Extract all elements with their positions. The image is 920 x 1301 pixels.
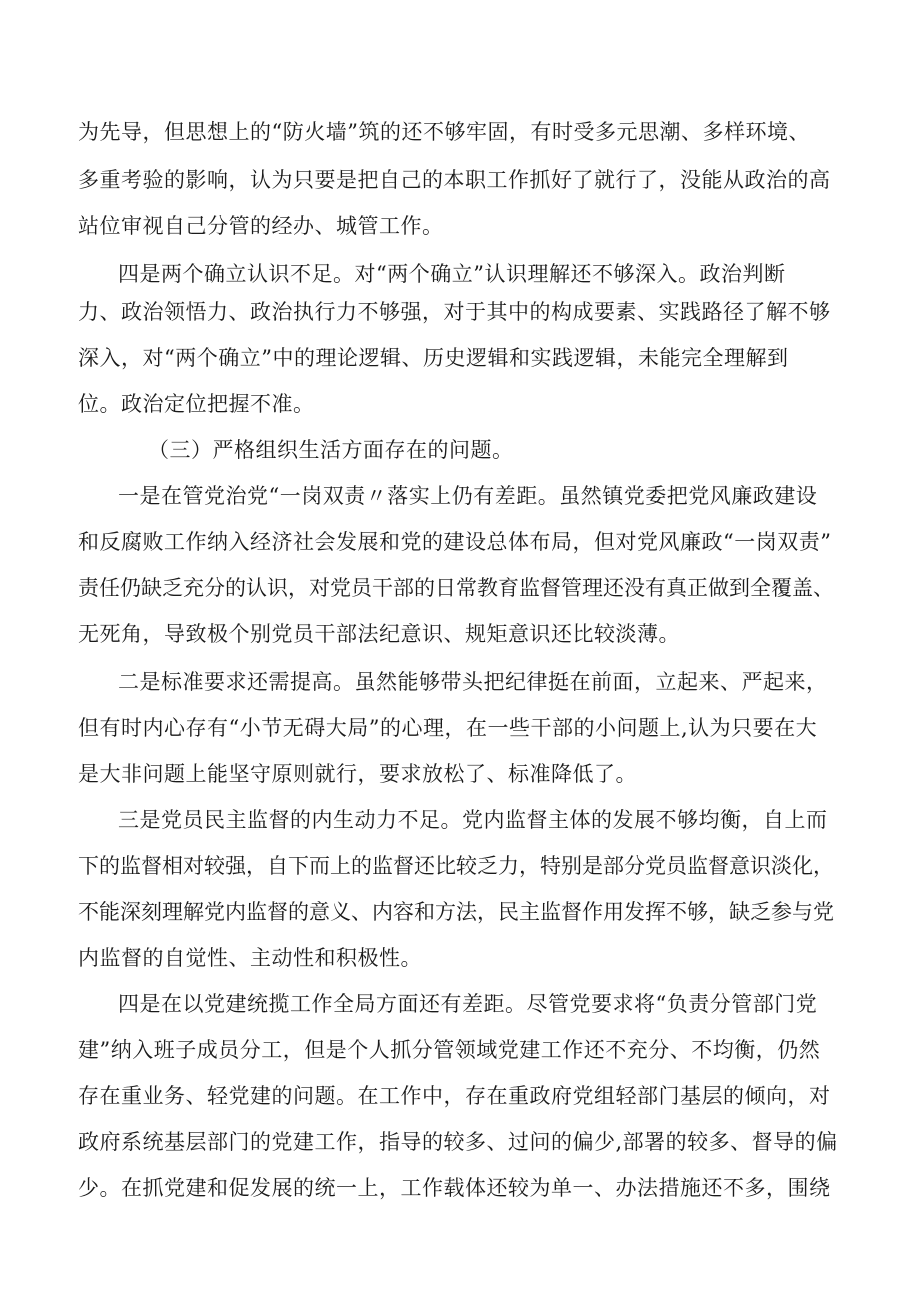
text-line-12: 无死角，导致极个别党员干部法纪意识、规矩意识还比较淡薄。 <box>78 622 680 646</box>
text-line-19: 内监督的自觉性、主动性和积极性。 <box>78 946 422 970</box>
text-line-2: 多重考验的影响，认为只要是把自己的本职工作抓好了就行了，没能从政治的高 <box>78 168 831 192</box>
text-line-23: 政府系统基层部门的党建工作，指导的较多、过问的偏少,部署的较多、督导的偏 <box>78 1130 838 1154</box>
text-line-3: 站位审视自己分管的经办、城管工作。 <box>78 214 444 238</box>
section-heading: （三）严格组织生活方面存在的问题。 <box>148 438 514 462</box>
text-line-4: 四是两个确立认识不足。对“两个确立”认识理解还不够深入。政治判断 <box>118 262 786 286</box>
text-line-24: 少。在抓党建和促发展的统一上，工作载体还较为单一、办法措施还不多，围绕 <box>78 1176 831 1200</box>
text-line-6: 深入，对“两个确立”中的理论逻辑、历史逻辑和实践逻辑，未能完全理解到 <box>78 346 789 370</box>
text-line-22: 存在重业务、轻党建的问题。在工作中，存在重政府党组轻部门基层的倾向，对 <box>78 1084 831 1108</box>
text-line-1: 为先导，但思想上的“防火墙”筑的还不够牢固，有时受多元思潮、多样环境、 <box>78 120 810 144</box>
text-line-16: 三是党员民主监督的内生动力不足。党内监督主体的发展不够均衡，自上而 <box>118 808 828 832</box>
text-line-5: 力、政治领悟力、政治执行力不够强，对于其中的构成要素、实践路径了解不够 <box>78 300 831 324</box>
text-line-17: 下的监督相对较强，自下而上的监督还比较乏力，特别是部分党员监督意识淡化， <box>78 854 834 878</box>
text-line-9: 一是在管党治党“一岗双责〃落实上仍有差距。虽然镇党委把党风廉政建设 <box>118 484 818 508</box>
text-line-14: 但有时内心存有“小节无碍大局”的心理，在一些干部的小问题上,认为只要在大 <box>78 716 818 740</box>
text-line-13: 二是标准要求还需提高。虽然能够带头把纪律挺在前面，立起来、严起来， <box>118 670 828 694</box>
text-line-7: 位。政治定位把握不准。 <box>78 392 315 416</box>
text-line-18: 不能深刻理解党内监督的意义、内容和方法，民主监督作用发挥不够，缺乏参与党 <box>78 900 834 924</box>
text-line-21: 建”纳入班子成员分工，但是个人抓分管领域党建工作还不充分、不均衡，仍然 <box>78 1038 821 1062</box>
text-line-15: 是大非问题上能坚守原则就行，要求放松了、标准降低了。 <box>78 762 637 786</box>
text-line-20: 四是在以党建统揽工作全局方面还有差距。尽管党要求将“负责分管部门党 <box>118 992 818 1016</box>
text-line-11: 责任仍缺乏充分的认识，对党员干部的日常教育监督管理还没有真正做到全覆盖、 <box>78 576 834 600</box>
text-line-10: 和反腐败工作纳入经济社会发展和党的建设总体布局，但对党风廉政“一岗双责” <box>78 530 832 554</box>
